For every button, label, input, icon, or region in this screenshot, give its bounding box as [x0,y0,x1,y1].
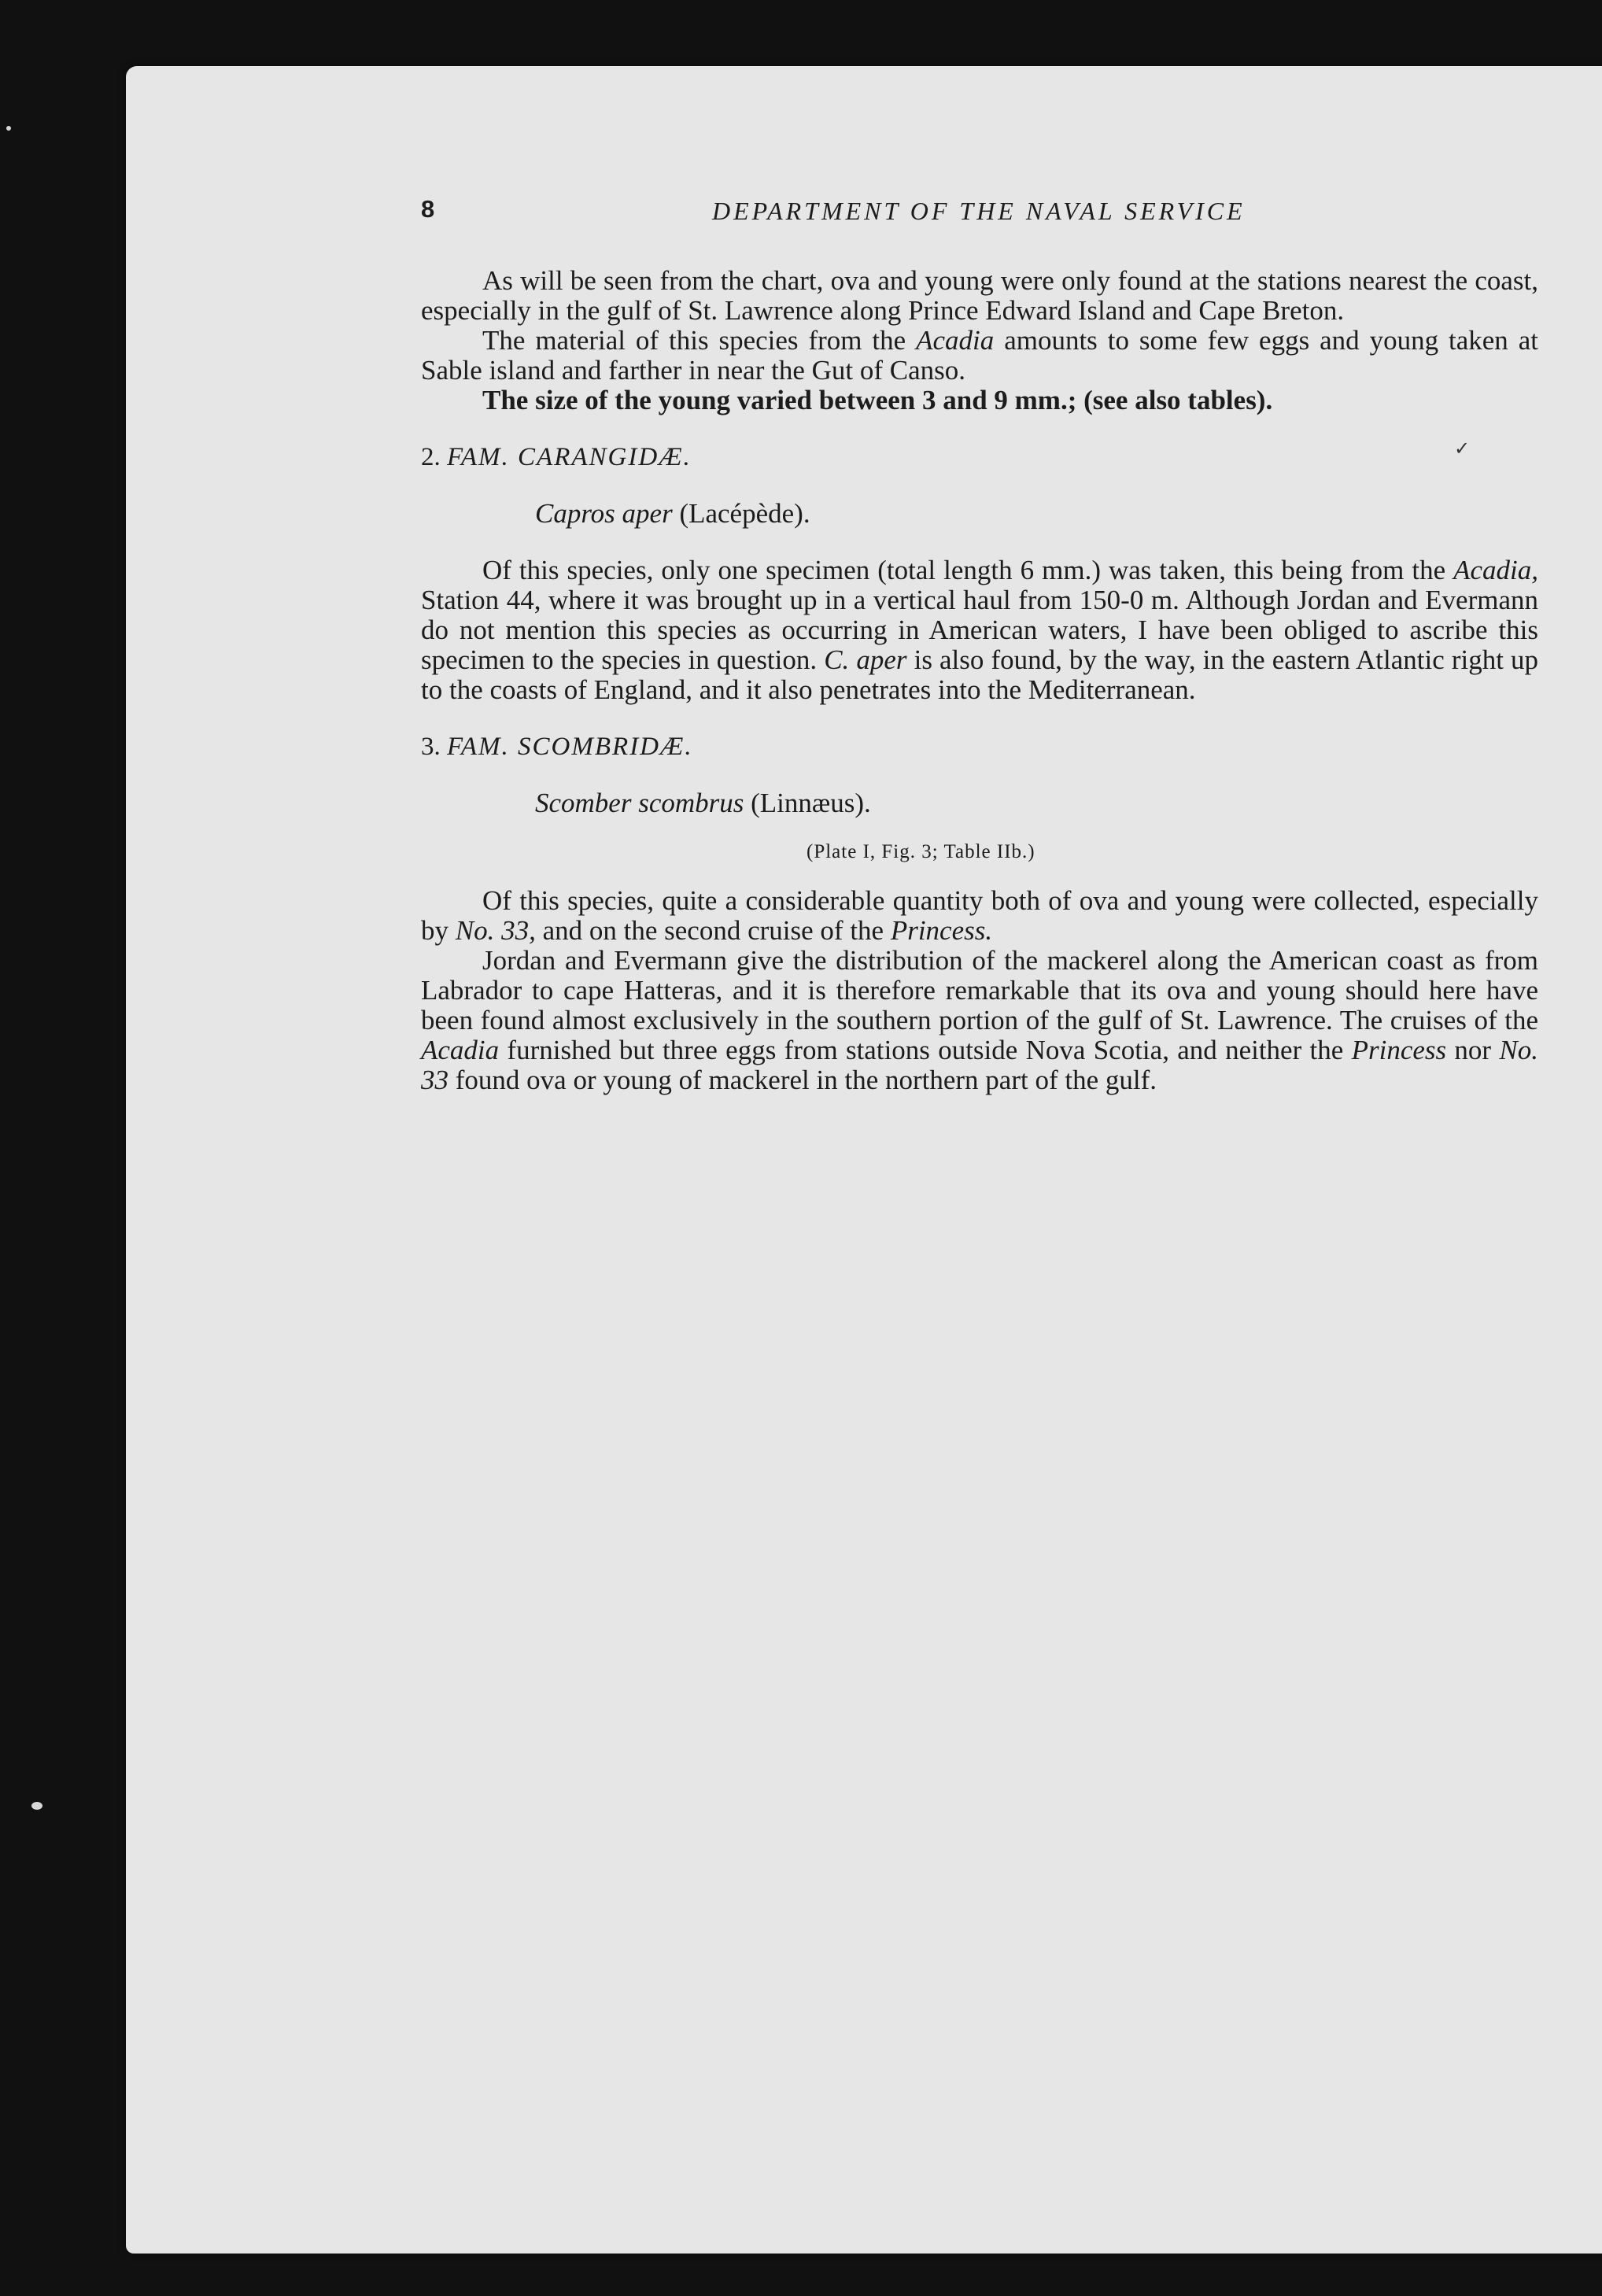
text-run: furnished but three eggs from stations outside Nova Scotia, and neither the [499,1035,1352,1065]
page-number: 8 [421,195,435,223]
family-name: FAM. SCOMBRIDÆ. [447,733,693,761]
vessel-name: Acadia, [1453,555,1538,585]
vessel-name: No. 33 [421,1035,1538,1095]
vessel-name: Acadia [916,325,995,356]
text-run: The material of this species from the [482,325,917,356]
text-run: Jordan and Evermann give the distribution of the mackerel along the American coast as from Labrador to cape Hatteras, and it is therefore remarkable that its ova and young should here have been found almost exclusively in the southern portion of the gulf of St. Lawrence. The cruises of the [421,945,1538,1035]
species-authority: (Lacépède). [679,498,810,529]
page-header [421,195,1507,227]
text-run: Of this species, quite a considerable quantity both of ova and young were collected, especially by [421,885,1538,946]
body-text [421,266,1538,1095]
plate-reference: (Plate I, Fig. 3; Table IIb.) [807,841,1035,862]
paragraph: As will be seen from the chart, ova and young were only found at the stations nearest the coast, especially in the gulf of St. Lawrence along Prince Edward Island and Cape Breton. [421,265,1538,326]
vessel-name: No. 33, [455,915,536,946]
section-number: 3. [421,733,441,761]
section-number: 2. [421,443,441,471]
text-run: found ova or young of mackerel in the northern part of the gulf. [448,1065,1157,1095]
species-heading [535,499,1538,529]
running-head: DEPARTMENT OF THE NAVAL SERVICE [712,197,1246,225]
text-run: Of this species, only one specimen (total length 6 mm.) was taken, this being from the [482,555,1454,585]
vessel-name: Princess [1351,1035,1447,1065]
paragraph: The size of the young varied between 3 and 9 mm.; (see also tables). [482,385,1273,415]
paragraph [421,946,1538,1095]
text-run: amounts to some few eggs and young taken at Sable island and farther in near the Gut of Canso. [421,325,1538,386]
text-run: is also found, by the way, in the eastern Atlantic right up to the coasts of England, and it also penetrates into the Mediterranean. [421,644,1538,705]
species-heading [535,788,1538,818]
species-abbrev: C. aper [824,644,907,675]
family-heading [421,442,1538,472]
paragraph [421,886,1538,946]
vessel-name: Princess. [890,915,993,946]
paragraph [421,326,1538,386]
species-latin-name: Capros aper [535,498,673,529]
family-name: FAM. CARANGIDÆ. [447,443,692,471]
margin-mark: ✓ [1454,439,1471,460]
vessel-name: Acadia [421,1035,500,1065]
text-run: and on the second cruise of the [535,915,891,946]
scan-speck [31,1802,42,1810]
paragraph [421,556,1538,705]
family-heading [421,732,1538,762]
species-authority: (Linnæus). [751,788,871,818]
text-run: nor [1446,1035,1500,1065]
text-run: Station 44, where it was brought up in a vertical haul from 150-0 m. Although Jordan and Evermann do not mention this species as occurring in American waters, I have been obliged to ascribe this specimen to the species in question. [421,585,1538,675]
species-latin-name: Scomber scombrus [535,788,744,818]
scan-speck [6,126,11,131]
